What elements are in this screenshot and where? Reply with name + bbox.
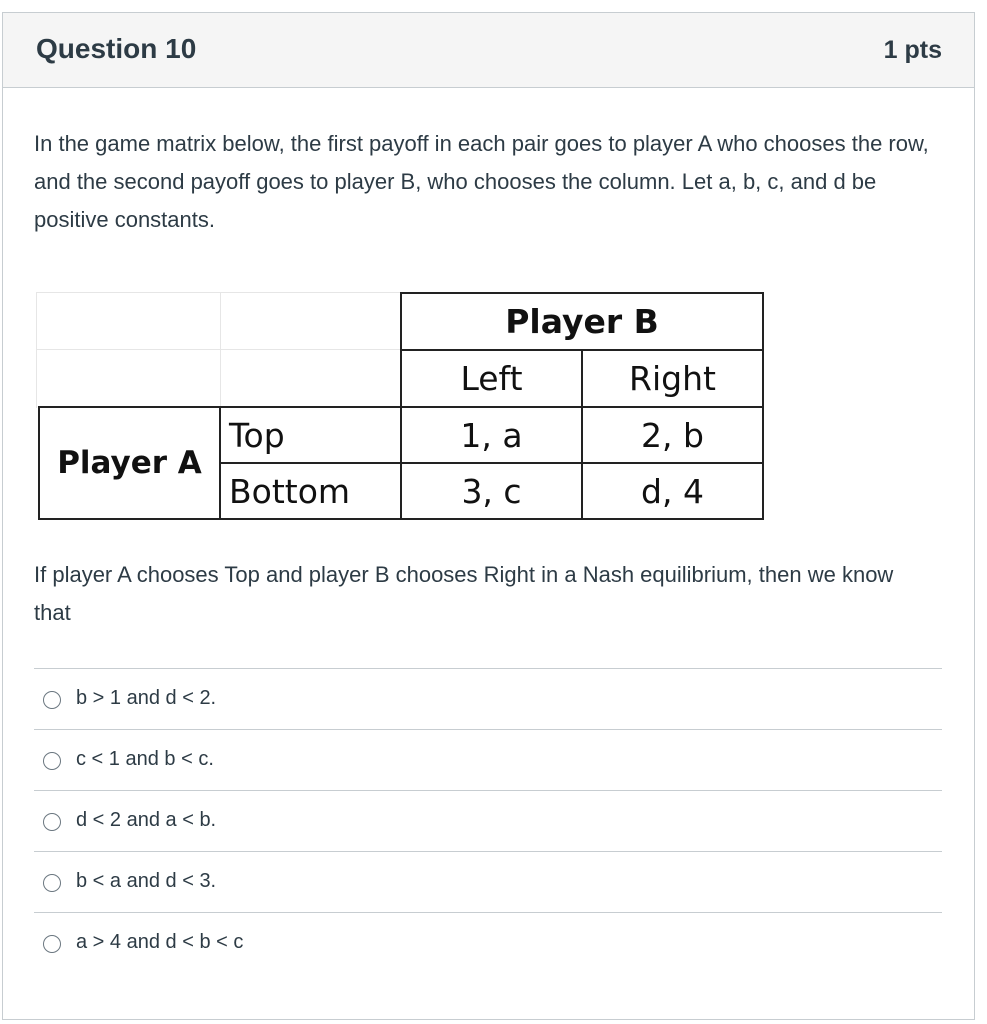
answer-option[interactable]	[34, 912, 942, 973]
answer-label[interactable]: d < 2 and a < b.	[76, 809, 217, 831]
radio-button[interactable]	[43, 691, 61, 709]
answer-label[interactable]: c < 1 and b < c.	[76, 748, 214, 770]
player-b-header: Player B	[400, 292, 764, 351]
answer-option[interactable]	[34, 729, 942, 790]
question-intro-text	[34, 125, 934, 239]
game-matrix	[34, 278, 764, 511]
answer-options	[34, 668, 942, 973]
row-top-label: Top	[219, 406, 402, 464]
radio-button[interactable]	[43, 874, 61, 892]
player-a-header: Player A	[38, 406, 221, 520]
radio-button[interactable]	[43, 752, 61, 770]
answer-label[interactable]: a > 4 and d < b < c	[76, 931, 244, 953]
question-title: Question 10	[36, 33, 197, 64]
payoff-top-left: 1, a	[400, 406, 583, 464]
column-right-header: Right	[581, 349, 764, 408]
answer-label[interactable]: b > 1 and d < 2.	[76, 687, 217, 709]
followup-paragraph: If player A chooses Top and player B chooses Right in a Nash equilibrium, then we know that	[34, 562, 894, 625]
question-header	[3, 13, 974, 88]
answer-option[interactable]	[34, 851, 942, 912]
answer-label[interactable]: b < a and d < 3.	[76, 870, 217, 892]
row-bottom-label: Bottom	[219, 462, 402, 520]
radio-button[interactable]	[43, 935, 61, 953]
column-left-header: Left	[400, 349, 583, 408]
payoff-bottom-right: d, 4	[581, 462, 764, 520]
question-points: 1 pts	[883, 36, 942, 64]
payoff-top-right: 2, b	[581, 406, 764, 464]
answer-option[interactable]	[34, 790, 942, 851]
payoff-bottom-left: 3, c	[400, 462, 583, 520]
radio-button[interactable]	[43, 813, 61, 831]
answer-option[interactable]	[34, 668, 942, 729]
question-followup-text	[34, 556, 934, 632]
intro-paragraph: In the game matrix below, the first payoff in each pair goes to player A who chooses the row, and the second payoff goes to player B, who chooses the column. Let a, b, c, and d be positive constants.	[34, 131, 929, 232]
